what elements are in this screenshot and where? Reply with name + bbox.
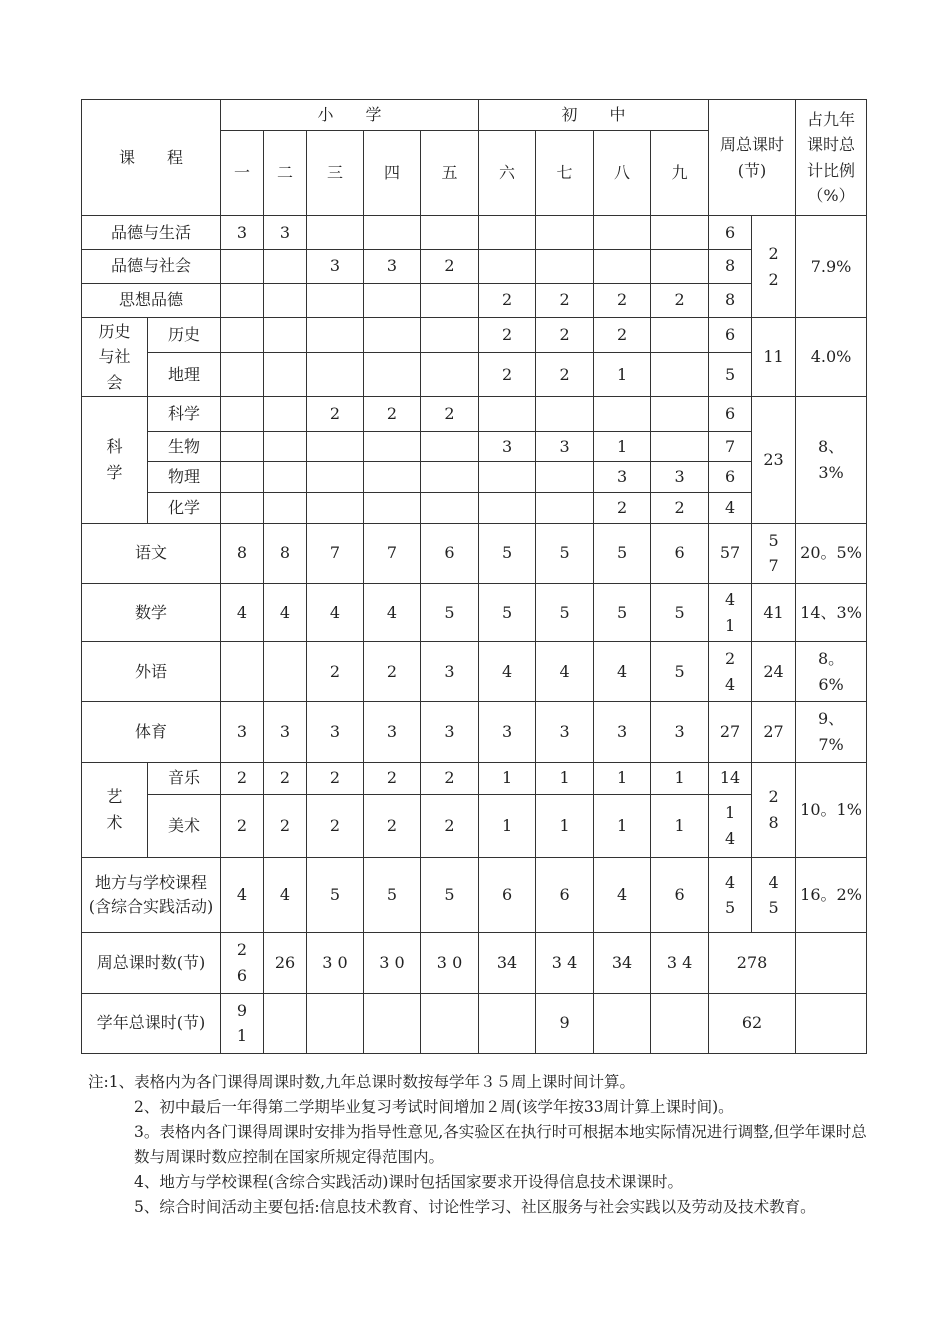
cell: [307, 283, 364, 317]
cell: [364, 216, 421, 249]
weekly-cell: 8: [709, 283, 752, 317]
cell: [479, 397, 536, 432]
cell: [594, 216, 651, 249]
cell: 2: [651, 283, 709, 317]
weekly-cell: 41: [709, 583, 752, 641]
cell: 2: [536, 317, 594, 352]
table-row: [82, 462, 867, 492]
cell: [364, 432, 421, 462]
row-label: 品德与社会: [82, 249, 221, 283]
cell: 8: [264, 523, 307, 583]
science-group-label: 科学: [82, 397, 148, 524]
history-total: 11: [752, 317, 796, 396]
cell: [364, 462, 421, 492]
cell: 2: [421, 249, 479, 283]
cell: 3: [536, 432, 594, 462]
cell: 3: [221, 702, 264, 762]
cell: 1: [594, 794, 651, 857]
cell: 3 0: [421, 933, 479, 993]
weekly-cell: 5: [709, 353, 752, 397]
grade-6: 六: [479, 131, 536, 216]
cell: 1: [651, 762, 709, 794]
weekly-cell: 6: [709, 317, 752, 352]
cell: 5: [479, 523, 536, 583]
cell: [264, 642, 307, 702]
cell: 2: [264, 794, 307, 857]
row-label: 外语: [82, 642, 221, 702]
cell: 2: [307, 642, 364, 702]
moral-total: 22: [752, 216, 796, 317]
cell: 2: [307, 762, 364, 794]
cell: [651, 353, 709, 397]
cell: 3: [421, 642, 479, 702]
cell: [421, 993, 479, 1053]
table-row: [82, 858, 867, 933]
cell: 3: [307, 702, 364, 762]
cell: 2: [594, 283, 651, 317]
cell: 3: [221, 216, 264, 249]
weekly-total-cell: 278: [709, 933, 796, 993]
cell: [307, 432, 364, 462]
table-row: [82, 702, 867, 762]
cell: [307, 317, 364, 352]
cell: 7: [364, 523, 421, 583]
cell: [651, 397, 709, 432]
ratio-cell: 14、3%: [796, 583, 867, 641]
cell: 3: [594, 462, 651, 492]
cell: [264, 353, 307, 397]
table-row: [82, 397, 867, 432]
cell: [536, 249, 594, 283]
cell: 2: [594, 492, 651, 523]
cell: [536, 462, 594, 492]
cell: [221, 432, 264, 462]
grade-7: 七: [536, 131, 594, 216]
cell: 2: [421, 762, 479, 794]
cell: [536, 492, 594, 523]
cell: 7: [307, 523, 364, 583]
cell: [421, 462, 479, 492]
cell: [594, 249, 651, 283]
cell: 5: [421, 583, 479, 641]
cell: 2: [307, 794, 364, 857]
cell: [264, 432, 307, 462]
cell: [364, 353, 421, 397]
cell: [221, 249, 264, 283]
cell: [221, 397, 264, 432]
cell: 2: [594, 317, 651, 352]
row-label: 物理: [148, 462, 221, 492]
grade-5: 五: [421, 131, 479, 216]
cell: 4: [479, 642, 536, 702]
total-cell: 41: [752, 583, 796, 641]
note-3: 3。表格内各门课得周课时安排为指导性意见,各实验区在执行时可根据本地实际情况进行调整,但学年课时总数与周课时数应控制在国家所规定得范围内。: [134, 1123, 867, 1166]
cell: [421, 216, 479, 249]
ratio-cell: [796, 933, 867, 993]
grade-8: 八: [594, 131, 651, 216]
row-label: 体育: [82, 702, 221, 762]
cell: [364, 317, 421, 352]
ratio-cell: [796, 993, 867, 1053]
row-label: 化学: [148, 492, 221, 523]
cell: [421, 432, 479, 462]
table-row: [82, 216, 867, 249]
table-row: [82, 353, 867, 397]
total-cell: 24: [752, 642, 796, 702]
weekly-total-header: 周总课时(节): [709, 100, 796, 216]
cell: 3: [479, 702, 536, 762]
weekly-cell: 4: [709, 492, 752, 523]
cell: 3: [536, 702, 594, 762]
cell: [307, 353, 364, 397]
cell: [264, 462, 307, 492]
cell: 4: [594, 858, 651, 933]
cell: 6: [479, 858, 536, 933]
cell: [479, 249, 536, 283]
cell: [536, 397, 594, 432]
cell: 5: [364, 858, 421, 933]
cell: [479, 993, 536, 1053]
ratio-cell: 20。5%: [796, 523, 867, 583]
cell: [221, 462, 264, 492]
cell: 6: [651, 858, 709, 933]
grade-1: 一: [221, 131, 264, 216]
note-2: 2、初中最后一年得第二学期毕业复习考试时间增加２周(该学年按33周计算上课时间)。: [134, 1098, 734, 1116]
cell: 3: [651, 702, 709, 762]
cell: 3 4: [651, 933, 709, 993]
notes: [88, 1070, 878, 1220]
grade-3: 三: [307, 131, 364, 216]
row-label: 学年总课时(节): [82, 993, 221, 1053]
ratio-header: 占九年课时总计比例（%）: [796, 100, 867, 216]
weekly-cell: 7: [709, 432, 752, 462]
cell: 1: [479, 794, 536, 857]
cell: [221, 283, 264, 317]
cell: 26: [264, 933, 307, 993]
cell: 6: [421, 523, 479, 583]
total-cell: 57: [752, 523, 796, 583]
table-row: [82, 933, 867, 993]
cell: [307, 216, 364, 249]
ratio-cell: 9、7%: [796, 702, 867, 762]
weekly-cell: 14: [709, 762, 752, 794]
science-ratio: 8、3%: [796, 397, 867, 524]
cell: 1: [594, 353, 651, 397]
row-label: 生物: [148, 432, 221, 462]
grade-2: 二: [264, 131, 307, 216]
cell: [421, 317, 479, 352]
cell: 2: [536, 283, 594, 317]
cell: [307, 462, 364, 492]
curriculum-table: [81, 99, 867, 1054]
cell: 2: [536, 353, 594, 397]
grade-4: 四: [364, 131, 421, 216]
cell: [479, 492, 536, 523]
cell: 4: [536, 642, 594, 702]
cell: 1: [536, 762, 594, 794]
cell: 4: [307, 583, 364, 641]
cell: 34: [594, 933, 651, 993]
art-total: 28: [752, 762, 796, 857]
cell: 3: [421, 702, 479, 762]
row-label: 数学: [82, 583, 221, 641]
cell: 3 4: [536, 933, 594, 993]
row-label: 周总课时数(节): [82, 933, 221, 993]
junior-header: 初 中: [479, 100, 709, 131]
cell: 4: [221, 858, 264, 933]
cell: [364, 492, 421, 523]
cell: [264, 317, 307, 352]
cell: 5: [421, 858, 479, 933]
cell: 2: [479, 317, 536, 352]
cell: 5: [536, 523, 594, 583]
cell: 3: [364, 249, 421, 283]
table-row: [82, 432, 867, 462]
cell: [479, 462, 536, 492]
cell: 4: [594, 642, 651, 702]
weekly-cell: 8: [709, 249, 752, 283]
table-row: [82, 794, 867, 857]
cell: 26: [221, 933, 264, 993]
cell: [264, 397, 307, 432]
table-row: [82, 993, 867, 1053]
note-1: 注:1、表格内为各门课得周课时数,九年总课时数按每学年３５周上课时间计算。: [88, 1073, 636, 1091]
cell: 5: [479, 583, 536, 641]
history-ratio: 4.0%: [796, 317, 867, 396]
total-cell: 27: [752, 702, 796, 762]
weekly-cell: 6: [709, 397, 752, 432]
row-label: 科学: [148, 397, 221, 432]
cell: 2: [479, 353, 536, 397]
cell: 2: [364, 762, 421, 794]
cell: 9: [536, 993, 594, 1053]
cell: 3: [479, 432, 536, 462]
cell: [264, 492, 307, 523]
row-label: 地理: [148, 353, 221, 397]
cell: [651, 993, 709, 1053]
cell: 3: [307, 249, 364, 283]
cell: 3: [364, 702, 421, 762]
row-label: 音乐: [148, 762, 221, 794]
weekly-cell: 14: [709, 794, 752, 857]
cell: 5: [536, 583, 594, 641]
cell: [221, 353, 264, 397]
science-total: 23: [752, 397, 796, 524]
cell: [264, 283, 307, 317]
cell: [536, 216, 594, 249]
cell: 3: [594, 702, 651, 762]
weekly-cell: 6: [709, 462, 752, 492]
table-row: [82, 492, 867, 523]
cell: 2: [264, 762, 307, 794]
weekly-cell: 6: [709, 216, 752, 249]
cell: 5: [307, 858, 364, 933]
note-4: 4、地方与学校课程(含综合实践活动)课时包括国家要求开设得信息技术课课时。: [134, 1173, 683, 1191]
row-label: 历史: [148, 317, 221, 352]
cell: 2: [364, 642, 421, 702]
cell: [364, 993, 421, 1053]
row-label: 地方与学校课程(含综合实践活动): [82, 858, 221, 933]
cell: 2: [421, 397, 479, 432]
course-header: 课 程: [82, 100, 221, 216]
cell: [221, 492, 264, 523]
grade-9: 九: [651, 131, 709, 216]
cell: 5: [594, 583, 651, 641]
cell: 2: [364, 397, 421, 432]
cell: 1: [594, 432, 651, 462]
cell: 6: [651, 523, 709, 583]
cell: 4: [264, 858, 307, 933]
table-row: [82, 642, 867, 702]
cell: 34: [479, 933, 536, 993]
cell: 3: [651, 462, 709, 492]
primary-header: 小 学: [221, 100, 479, 131]
cell: [264, 249, 307, 283]
cell: [421, 353, 479, 397]
cell: [421, 283, 479, 317]
cell: [307, 492, 364, 523]
cell: 2: [307, 397, 364, 432]
ratio-cell: 16。2%: [796, 858, 867, 933]
cell: 2: [651, 492, 709, 523]
cell: 3: [264, 702, 307, 762]
cell: [221, 317, 264, 352]
cell: [364, 283, 421, 317]
cell: 2: [364, 794, 421, 857]
cell: 3 0: [307, 933, 364, 993]
cell: 4: [264, 583, 307, 641]
cell: 1: [536, 794, 594, 857]
row-label: 美术: [148, 794, 221, 857]
cell: [651, 249, 709, 283]
table-row: [82, 283, 867, 317]
cell: 8: [221, 523, 264, 583]
art-group-label: 艺术: [82, 762, 148, 857]
cell: 5: [651, 583, 709, 641]
cell: 1: [651, 794, 709, 857]
moral-ratio: 7.9%: [796, 216, 867, 317]
annual-total-cell: 62: [709, 993, 796, 1053]
cell: 2: [221, 762, 264, 794]
cell: 2: [421, 794, 479, 857]
art-ratio: 10。1%: [796, 762, 867, 857]
table-row: [82, 523, 867, 583]
row-label: 品德与生活: [82, 216, 221, 249]
cell: [594, 993, 651, 1053]
cell: 4: [221, 583, 264, 641]
table-row: [82, 583, 867, 641]
table-row: [82, 249, 867, 283]
weekly-cell: 57: [709, 523, 752, 583]
cell: 3: [264, 216, 307, 249]
cell: 1: [594, 762, 651, 794]
weekly-cell: 27: [709, 702, 752, 762]
ratio-cell: 8。6%: [796, 642, 867, 702]
note-5: 5、综合时间活动主要包括:信息技术教育、讨论性学习、社区服务与社会实践以及劳动及技术教育。: [134, 1198, 816, 1216]
cell: [479, 216, 536, 249]
row-label: 思想品德: [82, 283, 221, 317]
table-row: [82, 317, 867, 352]
weekly-cell: 24: [709, 642, 752, 702]
cell: [651, 432, 709, 462]
cell: [307, 993, 364, 1053]
table-row: [82, 762, 867, 794]
cell: 3 0: [364, 933, 421, 993]
history-group-label: 历史与社会: [82, 317, 148, 396]
cell: [651, 317, 709, 352]
row-label: 语文: [82, 523, 221, 583]
cell: [594, 397, 651, 432]
cell: [264, 993, 307, 1053]
cell: 91: [221, 993, 264, 1053]
cell: 2: [479, 283, 536, 317]
cell: 5: [594, 523, 651, 583]
cell: [651, 216, 709, 249]
cell: 1: [479, 762, 536, 794]
cell: [221, 642, 264, 702]
cell: 6: [536, 858, 594, 933]
cell: 2: [221, 794, 264, 857]
cell: 4: [364, 583, 421, 641]
cell: [421, 492, 479, 523]
total-cell: 45: [752, 858, 796, 933]
weekly-cell: 45: [709, 858, 752, 933]
cell: 5: [651, 642, 709, 702]
